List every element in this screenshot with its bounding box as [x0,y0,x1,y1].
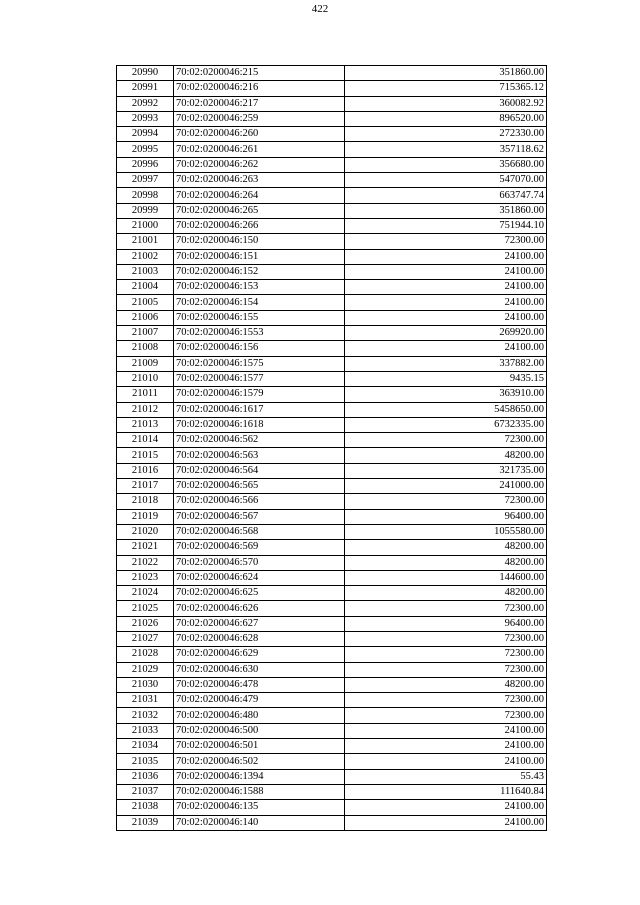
value-cell: 72300.00 [345,433,547,448]
cadastral-number-cell: 70:02:0200046:260 [174,127,345,142]
table-row [117,509,547,524]
row-number-cell: 21004 [117,280,174,295]
cadastral-number-cell: 70:02:0200046:563 [174,448,345,463]
cadastral-number-cell: 70:02:0200046:1553 [174,326,345,341]
row-number-cell: 21030 [117,677,174,692]
row-number-cell: 20995 [117,142,174,157]
row-number-cell: 21035 [117,754,174,769]
row-number-cell: 21006 [117,310,174,325]
table-row [117,708,547,723]
value-cell: 896520.00 [345,111,547,126]
row-number-cell: 21028 [117,647,174,662]
cadastral-number-cell: 70:02:0200046:135 [174,800,345,815]
cadastral-number-cell: 70:02:0200046:140 [174,815,345,830]
table-row [117,570,547,585]
value-cell: 9435.15 [345,371,547,386]
cadastral-number-cell: 70:02:0200046:154 [174,295,345,310]
cadastral-number-cell: 70:02:0200046:215 [174,66,345,81]
cadastral-number-cell: 70:02:0200046:628 [174,631,345,646]
value-cell: 272330.00 [345,127,547,142]
cadastral-number-cell: 70:02:0200046:216 [174,81,345,96]
row-number-cell: 21029 [117,662,174,677]
row-number-cell: 21031 [117,693,174,708]
value-cell: 547070.00 [345,173,547,188]
table-row [117,295,547,310]
cadastral-number-cell: 70:02:0200046:151 [174,249,345,264]
row-number-cell: 21007 [117,326,174,341]
row-number-cell: 21036 [117,769,174,784]
value-cell: 24100.00 [345,341,547,356]
table-row [117,739,547,754]
row-number-cell: 21003 [117,264,174,279]
value-cell: 24100.00 [345,754,547,769]
value-cell: 357118.62 [345,142,547,157]
cadastral-number-cell: 70:02:0200046:156 [174,341,345,356]
row-number-cell: 21021 [117,540,174,555]
row-number-cell: 20991 [117,81,174,96]
cadastral-number-cell: 70:02:0200046:150 [174,234,345,249]
value-cell: 55.43 [345,769,547,784]
value-cell: 24100.00 [345,249,547,264]
table-row [117,540,547,555]
table-row [117,341,547,356]
cadastral-number-cell: 70:02:0200046:266 [174,218,345,233]
table-row [117,81,547,96]
value-cell: 1055580.00 [345,524,547,539]
table-row [117,448,547,463]
cadastral-number-cell: 70:02:0200046:562 [174,433,345,448]
row-number-cell: 21001 [117,234,174,249]
table-row [117,310,547,325]
table-row [117,234,547,249]
row-number-cell: 20990 [117,66,174,81]
cadastral-number-cell: 70:02:0200046:500 [174,723,345,738]
table-row [117,463,547,478]
value-cell: 48200.00 [345,555,547,570]
row-number-cell: 20992 [117,96,174,111]
value-cell: 241000.00 [345,479,547,494]
row-number-cell: 21016 [117,463,174,478]
table-row [117,616,547,631]
value-cell: 321735.00 [345,463,547,478]
row-number-cell: 21017 [117,479,174,494]
cadastral-value-table [116,65,547,831]
row-number-cell: 20993 [117,111,174,126]
cadastral-number-cell: 70:02:0200046:217 [174,96,345,111]
row-number-cell: 21024 [117,586,174,601]
value-cell: 72300.00 [345,631,547,646]
table-row [117,784,547,799]
value-cell: 715365.12 [345,81,547,96]
value-cell: 751944.10 [345,218,547,233]
cadastral-number-cell: 70:02:0200046:627 [174,616,345,631]
cadastral-number-cell: 70:02:0200046:625 [174,586,345,601]
table-row [117,693,547,708]
table-body [117,66,547,831]
row-number-cell: 21013 [117,417,174,432]
value-cell: 663747.74 [345,188,547,203]
value-cell: 72300.00 [345,494,547,509]
row-number-cell: 21022 [117,555,174,570]
value-cell: 72300.00 [345,662,547,677]
value-cell: 72300.00 [345,647,547,662]
value-cell: 144600.00 [345,570,547,585]
row-number-cell: 20997 [117,173,174,188]
table-row [117,280,547,295]
cadastral-number-cell: 70:02:0200046:1579 [174,387,345,402]
cadastral-number-cell: 70:02:0200046:501 [174,739,345,754]
row-number-cell: 21014 [117,433,174,448]
table-row [117,586,547,601]
table-row [117,356,547,371]
cadastral-number-cell: 70:02:0200046:568 [174,524,345,539]
table-row [117,326,547,341]
value-cell: 6732335.00 [345,417,547,432]
row-number-cell: 21039 [117,815,174,830]
cadastral-number-cell: 70:02:0200046:1617 [174,402,345,417]
row-number-cell: 21037 [117,784,174,799]
table-row [117,249,547,264]
row-number-cell: 20999 [117,203,174,218]
row-number-cell: 21032 [117,708,174,723]
row-number-cell: 20998 [117,188,174,203]
table-row [117,494,547,509]
row-number-cell: 21023 [117,570,174,585]
cadastral-number-cell: 70:02:0200046:262 [174,157,345,172]
page-number: 422 [311,3,329,15]
table-row [117,111,547,126]
value-cell: 24100.00 [345,295,547,310]
value-cell: 72300.00 [345,708,547,723]
cadastral-number-cell: 70:02:0200046:263 [174,173,345,188]
table-row [117,127,547,142]
value-cell: 24100.00 [345,264,547,279]
cadastral-number-cell: 70:02:0200046:624 [174,570,345,585]
row-number-cell: 21015 [117,448,174,463]
cadastral-number-cell: 70:02:0200046:259 [174,111,345,126]
cadastral-number-cell: 70:02:0200046:569 [174,540,345,555]
row-number-cell: 21038 [117,800,174,815]
row-number-cell: 21000 [117,218,174,233]
value-cell: 5458650.00 [345,402,547,417]
table-row [117,479,547,494]
value-cell: 111640.84 [345,784,547,799]
value-cell: 24100.00 [345,280,547,295]
table-row [117,371,547,386]
table-row [117,96,547,111]
cadastral-number-cell: 70:02:0200046:153 [174,280,345,295]
cadastral-number-cell: 70:02:0200046:1618 [174,417,345,432]
table-row [117,647,547,662]
value-cell: 72300.00 [345,601,547,616]
value-cell: 356680.00 [345,157,547,172]
cadastral-number-cell: 70:02:0200046:570 [174,555,345,570]
value-cell: 48200.00 [345,677,547,692]
table-row [117,815,547,830]
table-row [117,203,547,218]
row-number-cell: 21008 [117,341,174,356]
table-row [117,433,547,448]
row-number-cell: 21009 [117,356,174,371]
cadastral-number-cell: 70:02:0200046:567 [174,509,345,524]
value-cell: 351860.00 [345,203,547,218]
row-number-cell: 21010 [117,371,174,386]
value-cell: 96400.00 [345,616,547,631]
value-cell: 48200.00 [345,540,547,555]
table-row [117,264,547,279]
value-cell: 96400.00 [345,509,547,524]
row-number-cell: 21034 [117,739,174,754]
cadastral-number-cell: 70:02:0200046:502 [174,754,345,769]
table-row [117,662,547,677]
cadastral-number-cell: 70:02:0200046:630 [174,662,345,677]
table-row [117,723,547,738]
row-number-cell: 21033 [117,723,174,738]
row-number-cell: 21020 [117,524,174,539]
table-row [117,631,547,646]
table-row [117,601,547,616]
value-cell: 24100.00 [345,310,547,325]
cadastral-number-cell: 70:02:0200046:566 [174,494,345,509]
table-row [117,555,547,570]
value-cell: 48200.00 [345,586,547,601]
table-row [117,524,547,539]
cadastral-number-cell: 70:02:0200046:152 [174,264,345,279]
cadastral-number-cell: 70:02:0200046:1394 [174,769,345,784]
value-cell: 351860.00 [345,66,547,81]
table-row [117,66,547,81]
cadastral-number-cell: 70:02:0200046:155 [174,310,345,325]
cadastral-number-cell: 70:02:0200046:1588 [174,784,345,799]
value-cell: 269920.00 [345,326,547,341]
cadastral-number-cell: 70:02:0200046:264 [174,188,345,203]
value-cell: 337882.00 [345,356,547,371]
cadastral-number-cell: 70:02:0200046:565 [174,479,345,494]
row-number-cell: 21012 [117,402,174,417]
cadastral-number-cell: 70:02:0200046:479 [174,693,345,708]
table-row [117,387,547,402]
table-row [117,417,547,432]
cadastral-number-cell: 70:02:0200046:1577 [174,371,345,386]
row-number-cell: 21005 [117,295,174,310]
table-row [117,754,547,769]
table-row [117,677,547,692]
cadastral-number-cell: 70:02:0200046:265 [174,203,345,218]
table-row [117,142,547,157]
value-cell: 24100.00 [345,723,547,738]
table-row [117,769,547,784]
table-row [117,218,547,233]
row-number-cell: 21018 [117,494,174,509]
row-number-cell: 21026 [117,616,174,631]
cadastral-number-cell: 70:02:0200046:564 [174,463,345,478]
row-number-cell: 20996 [117,157,174,172]
value-cell: 24100.00 [345,739,547,754]
value-cell: 24100.00 [345,800,547,815]
value-cell: 72300.00 [345,693,547,708]
row-number-cell: 21025 [117,601,174,616]
cadastral-number-cell: 70:02:0200046:480 [174,708,345,723]
table-row [117,800,547,815]
table-row [117,157,547,172]
row-number-cell: 21002 [117,249,174,264]
value-cell: 360082.92 [345,96,547,111]
table-row [117,188,547,203]
row-number-cell: 21011 [117,387,174,402]
table-row [117,173,547,188]
cadastral-number-cell: 70:02:0200046:478 [174,677,345,692]
value-cell: 363910.00 [345,387,547,402]
cadastral-number-cell: 70:02:0200046:629 [174,647,345,662]
cadastral-number-cell: 70:02:0200046:1575 [174,356,345,371]
value-cell: 24100.00 [345,815,547,830]
value-cell: 72300.00 [345,234,547,249]
cadastral-number-cell: 70:02:0200046:626 [174,601,345,616]
row-number-cell: 21027 [117,631,174,646]
row-number-cell: 21019 [117,509,174,524]
cadastral-number-cell: 70:02:0200046:261 [174,142,345,157]
value-cell: 48200.00 [345,448,547,463]
row-number-cell: 20994 [117,127,174,142]
table-row [117,402,547,417]
